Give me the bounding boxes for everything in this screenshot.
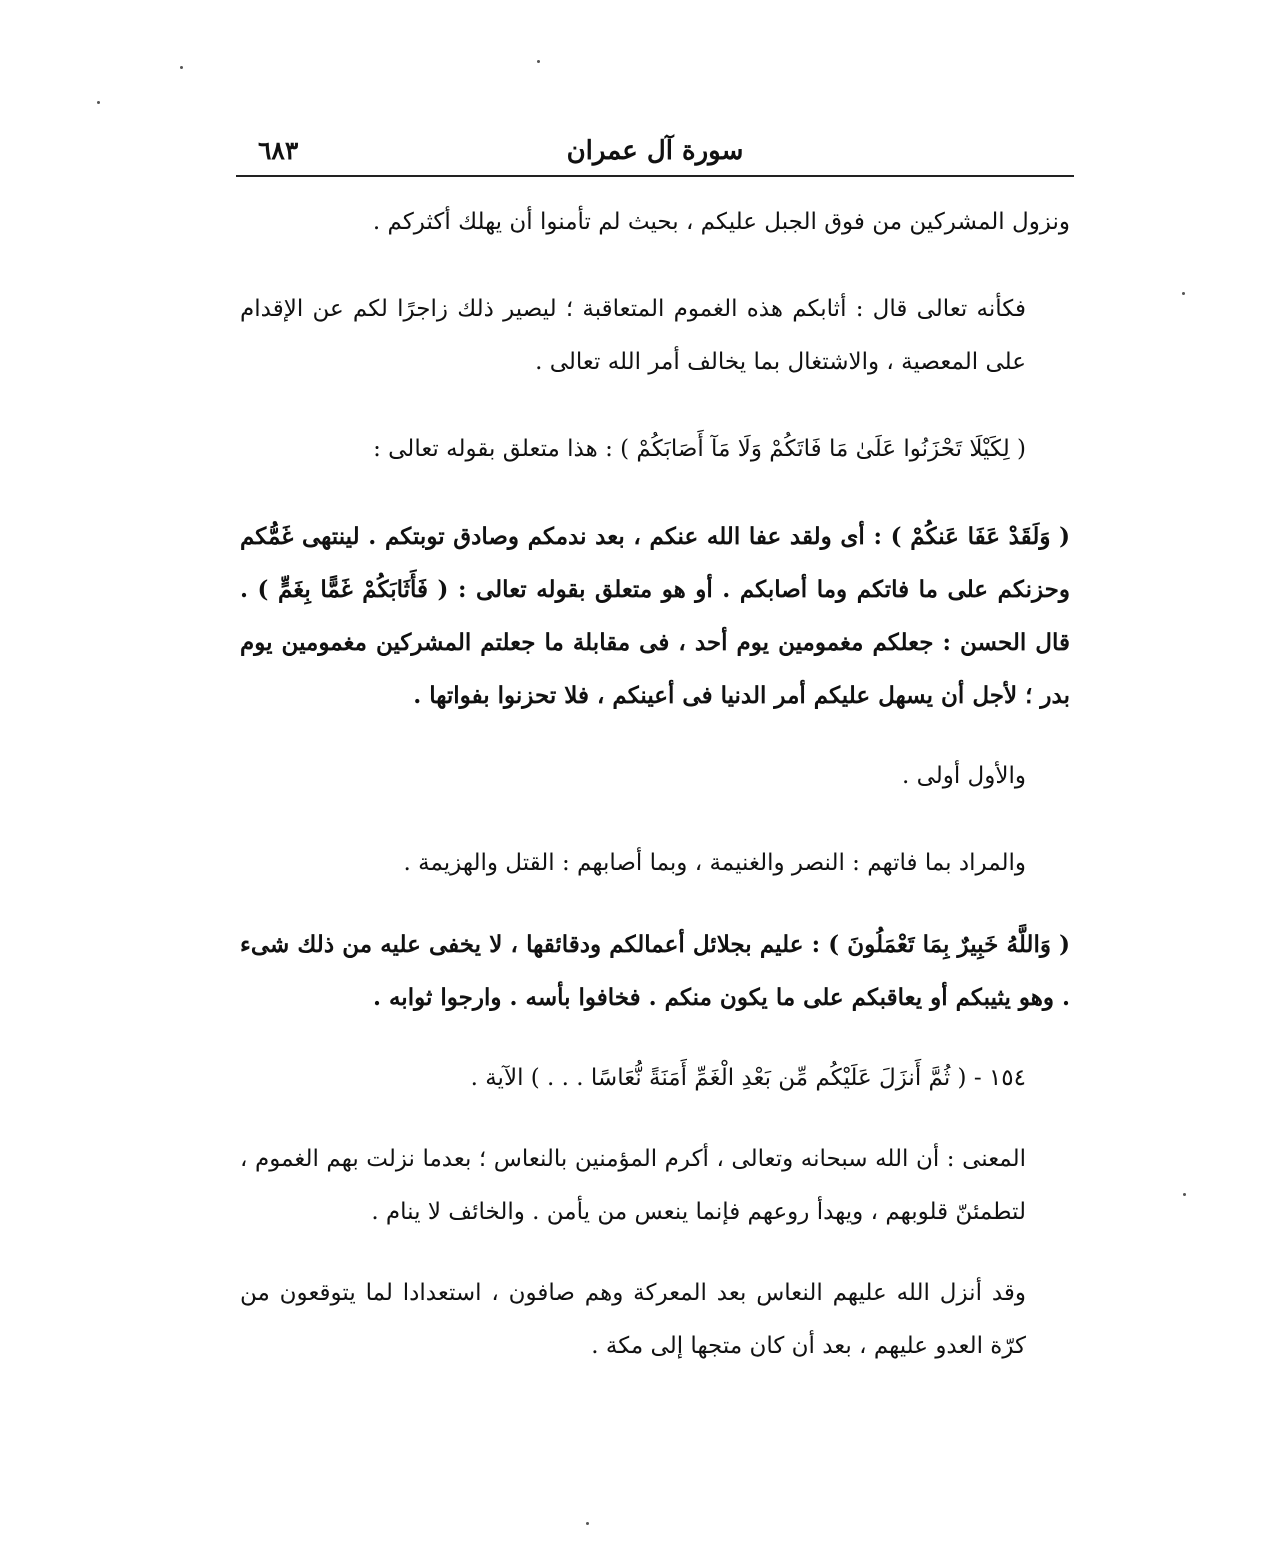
scan-speck: [97, 101, 100, 104]
verse-paragraph: ( وَاللَّهُ خَبِيرٌ بِمَا تَعْمَلُونَ ) : عليم بجلائل أعمالكم ودقائقها ، لا يخفى عليه من ذلك شىء . وهو يثيبكم أو يعاقبكم على ما يكون منكم . فخافوا بأسه . وارجوا ثوابه .: [240, 931, 1070, 1011]
verse-heading: ١٥٤ - ( ثُمَّ أَنزَلَ عَلَيْكُم مِّن بَعْدِ الْغَمِّ أَمَنَةً نُّعَاسًا . . . ) الآية .: [470, 1065, 1026, 1091]
paragraph: فكأنه تعالى قال : أثابكم هذه الغموم المتعاقبة ؛ ليصير ذلك زاجرًا لكم عن الإقدام على المعصية ، والاشتغال بما يخالف أمر الله تعالى .: [240, 296, 1026, 375]
verse-paragraph: ( وَلَقَدْ عَفَا عَنكُمْ ) : أى ولقد عفا الله عنكم ، بعد ندمكم وصادق توبتكم . لينتهى غَمُّكم وحزنكم على ما فاتكم وما أصابكم . أو هو متعلق بقوله تعالى : ( فَأَثَابَكُمْ غَمًّا بِغَمٍّ ) . قال الحسن : جعلكم مغمومين يوم أحد ، فى مقابلة ما جعلتم المشركين مغمومين يوم بدر ؛ لأجل أن يسهل عليكم أمر الدنيا فى أعينكم ، فلا تحزنوا بفواتها .: [240, 523, 1070, 709]
scan-speck: [537, 60, 540, 63]
paragraph: وقد أنزل الله عليهم النعاس بعد المعركة وهم صافون ، استعدادا لما يتوقعون من كرّة العدو عليهم ، بعد أن كان متجها إلى مكة .: [240, 1280, 1026, 1359]
scan-speck: [586, 1522, 589, 1525]
surah-title: سورة آل عمران: [566, 136, 744, 166]
verse-paragraph: ( لِكَيْلَا تَحْزَنُوا عَلَىٰ مَا فَاتَكُمْ وَلَا مَآ أَصَابَكُمْ ) : هذا متعلق بقوله تعالى :: [373, 436, 1026, 462]
scan-speck: [1183, 1193, 1186, 1196]
header-divider: [236, 175, 1074, 177]
page-body: [240, 196, 1070, 1373]
paragraph: والمراد بما فاتهم : النصر والغنيمة ، وبما أصابهم : القتل والهزيمة .: [403, 850, 1026, 876]
paragraph: ونزول المشركين من فوق الجبل عليكم ، بحيث لم تأمنوا أن يهلك أكثركم .: [372, 209, 1070, 235]
paragraph: والأول أولى .: [901, 763, 1026, 789]
paragraph: المعنى : أن الله سبحانه وتعالى ، أكرم المؤمنين بالنعاس ؛ بعدما نزلت بهم الغموم ، لتطمئنّ قلوبهم ، ويهدأ روعهم فإنما ينعس من يأمن . والخائف لا ينام .: [240, 1146, 1026, 1225]
scan-speck: [180, 66, 183, 69]
page-header: [236, 132, 1074, 174]
scan-speck: [1182, 292, 1185, 295]
page-number: ٦٨٣: [258, 136, 299, 165]
